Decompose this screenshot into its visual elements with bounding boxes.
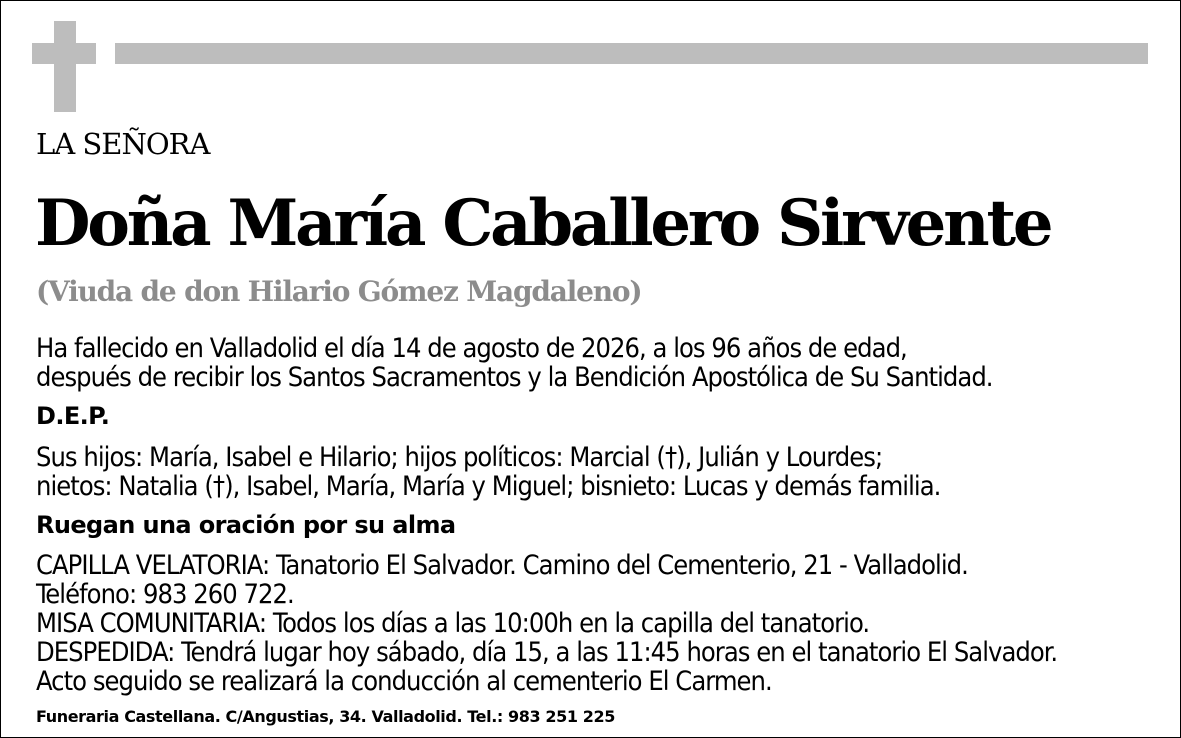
service-line: DESPEDIDA: Tendrá lugar hoy sábado, día 15, a las 11:45 horas en el tanatorio El Salvador. <box>36 637 1058 668</box>
honorific: LA SEÑORA <box>36 127 210 161</box>
funeral-home-footer: Funeraria Castellana. C/Angustias, 34. Valladolid. Tel.: 983 251 225 <box>36 707 615 726</box>
header-rule <box>115 43 1148 64</box>
service-details <box>36 551 1057 696</box>
service-line: CAPILLA VELATORIA: Tanatorio El Salvador. Camino del Cementerio, 21 - Valladolid. <box>36 550 968 581</box>
death-announcement <box>36 334 993 392</box>
family-line: Sus hijos: María, Isabel e Hilario; hijos políticos: Marcial (†), Julián y Lourdes; <box>36 442 883 473</box>
service-line: MISA COMUNITARIA: Todos los días a las 10:00h en la capilla del tanatorio. <box>36 608 870 639</box>
announcement-line: después de recibir los Santos Sacramentos y la Bendición Apostólica de Su Santidad. <box>36 362 993 393</box>
service-line: Teléfono: 983 260 722. <box>36 579 294 610</box>
widow-of: (Viuda de don Hilario Gómez Magdaleno) <box>36 275 642 308</box>
service-line: Acto seguido se realizará la conducción al cementerio El Carmen. <box>36 666 772 697</box>
family-line: nietos: Natalia (†), Isabel, María, María y Miguel; bisnieto: Lucas y demás familia. <box>36 471 941 502</box>
cross-horizontal-bar <box>32 43 96 64</box>
announcement-line: Ha fallecido en Valladolid el día 14 de agosto de 2026, a los 96 años de edad, <box>36 333 907 364</box>
deceased-name: Doña María Caballero Sirvente <box>35 186 1051 261</box>
family-list <box>36 443 940 501</box>
prayer-request: Ruegan una oración por su alma <box>36 511 456 539</box>
rip-label: D.E.P. <box>36 402 110 430</box>
cross-vertical-bar <box>54 21 76 112</box>
